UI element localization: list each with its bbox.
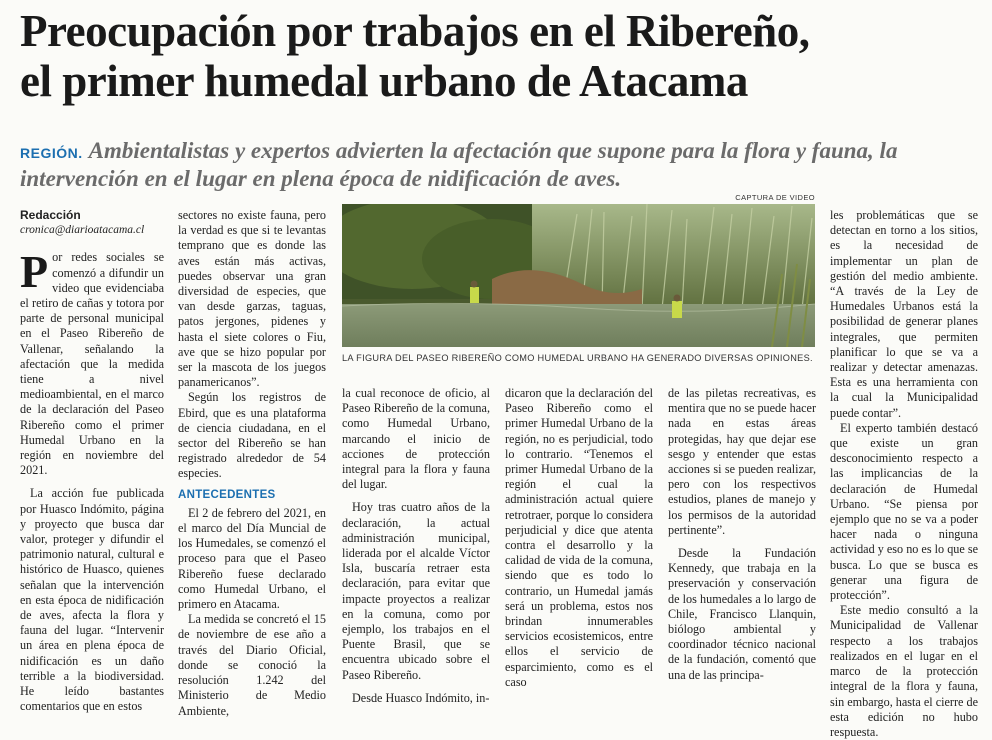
headline — [20, 6, 980, 106]
section-heading: ANTECEDENTES — [178, 488, 276, 501]
photo-block — [342, 193, 815, 373]
photo-credit: CAPTURA DE VIDEO — [735, 193, 815, 202]
article-paragraph: sectores no existe fauna, pero la verdad es que si te levantas temprano que es donde las aves están más activas, puedes observar una gran diversidad de especies, que van desde garzas, taguas, patos jergones, pidenes y hasta el siete colores o Fiu, ave que se hizo popular por ser la mascota de los juegos panamericanos”. — [178, 208, 326, 390]
article-paragraph: El experto también destacó que existe un gran desconocimiento respecto a las implicancias de la declaración de Humedal Urbano. “Se piensa por ejemplo que no se va a poder hacer nada o ninguna actividad y eso no es lo que se busca. Lo que se busca es generar una figura de protección”. — [830, 420, 978, 603]
deck-text: Ambientalistas y expertos advierten la afectación que supone para la flora y fauna, la intervención en el lugar en plena época de nidificación de aves. — [20, 138, 898, 191]
headline-line-1: Preocupación por trabajos en el Ribereño, — [20, 6, 810, 56]
headline-line-2: el primer humedal urbano de Atacama — [20, 56, 748, 106]
byline-name: Redacción — [20, 208, 81, 222]
article-paragraph: La medida se concretó el 15 de noviembre de ese año a través del Diario Oficial, donde se conoció la resolución 1.242 del Ministerio de Medio Ambiente, — [178, 612, 326, 718]
article-paragraph: El 2 de febrero del 2021, en el marco del Día Muncial de los Humedales, se comenzó el proceso para que el Paseo Ribereño fuese declarado como Humedal Urbano, el primero en Atacama. — [178, 505, 326, 612]
article-paragraph: les problemáticas que se detectan en torno a los sitios, es la necesidad de implementar un plan de gestión del medio ambiente. “A través de la Ley de Humedales Urbanos está la posibilidad de generar planes integrales, que permiten planificar lo que se va a realizar y detectar amenazas. Esta es una herramienta con la cual la Municipalidad puede contar”. — [830, 208, 978, 420]
byline-email: cronica@diarioatacama.cl — [20, 224, 145, 237]
wetland-photo — [342, 204, 815, 347]
article-paragraph: Desde la Fundación Kennedy, que trabaja en la preservación y conservación de los humedales a lo largo de Chile, Francisco Llanquin, biólogo ambiental y coordinador técnico nacional de la fundación, comentó que una de las principa- — [668, 546, 816, 682]
article-paragraph: Hoy tras cuatro años de la declaración, la actual administración municipal, liderada por el alcalde Víctor Isla, buscaría retraer esta declaración, para evitar que impacte proyectos a realizar en la comuna, como por ejemplo, los trabajos en el Puente Brasil, que se encuentra ubicado sobre el Paseo Ribereño. — [342, 500, 490, 682]
article-paragraph: Por redes sociales se comenzó a difundir un video que evidenciaba el retiro de cañas y totora por parte de personal municipal en el Paseo Ribereño de Vallenar, señalando la afectación que la medida tiene a nivel medioambiental, en el marco de la declaración del Paseo Ribereño como el primer Humedal Urbano en la región en noviembre del 2021. — [20, 246, 164, 478]
article-column-2 — [178, 208, 326, 719]
article-paragraph: la cual reconoce de oficio, al Paseo Ribereño de la comuna, como Humedal Urbano, marcando el inicio de acciones de protección integral para la flora y fauna del lugar. — [342, 386, 490, 492]
article-paragraph: La acción fue publicada por Huasco Indómito, página y proyecto que busca dar valor, proteger y difundir el patrimonio natural, cultural e histórico de Huasco, quienes señalan que la intervención en esta época de nidificación de aves, afecta la flora y fauna del lugar. “Intervenir un área en plena época de nidificación es un daño terrible a la biodiversidad. He leído bastantes comentarios que en estos — [20, 486, 164, 714]
article-paragraph: Según los registros de Ebird, que es una plataforma de ciencia ciudadana, en el sector del Ribereño se han registrado alrededor de 54 especies. — [178, 390, 326, 481]
drop-cap: P — [20, 246, 49, 298]
wetland-photo-illustration — [342, 204, 815, 347]
deck — [20, 138, 980, 192]
deck-kicker: REGIÓN. — [20, 145, 83, 161]
article-paragraph: dicaron que la declaración del Paseo Ribereño como el primer Humedal Urbano de la región, no es perjudicial, todo lo contrario. “Tenemos el primer Humedal Urbano de la región el cual la administración actual quiere retrotraer, porque lo considera perjudicial y dice que atenta contra el desarrollo y la calidad de vida de la comuna, siendo que es todo lo contrario, un Humedal jamás será un problema, estos nos brindan innumerables servicios ecosistemicos, entre ellos el servicio de esparcimiento, como es el caso — [505, 386, 653, 689]
article-column-3 — [342, 386, 490, 706]
article-column-4 — [505, 386, 653, 690]
article-paragraph: Este medio consultó a la Municipalidad de Vallenar respecto a los trabajos realizados en el lugar en el marco de la protección integral de la flora y fauna, sin embargo, hasta el cierre de esta edición no hubo respuesta. — [830, 603, 978, 739]
article-paragraph: de las piletas recreativas, es mentira que no se puede hacer nada en estas áreas protegidas, hay que dejar ese sesgo y entender que estas acciones si se pueden realizar, pero con los respectivos estudios, planes de manejo y los permisos de la autoridad pertinente”. — [668, 386, 816, 537]
article-column-6 — [830, 208, 978, 740]
article-column-5 — [668, 386, 816, 683]
article-paragraph: Desde Huasco Indómito, in- — [352, 690, 490, 705]
photo-caption: LA FIGURA DEL PASEO RIBEREÑO COMO HUMEDAL URBANO HA GENERADO DIVERSAS OPINIONES. — [342, 353, 813, 363]
article-column-1 — [20, 208, 164, 715]
